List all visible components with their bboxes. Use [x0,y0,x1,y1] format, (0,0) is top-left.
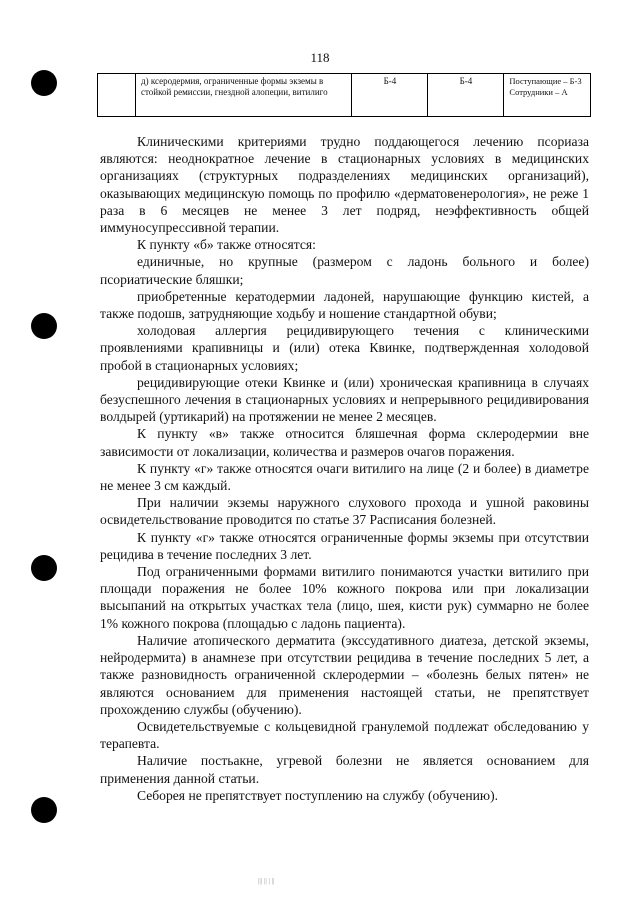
page-number: 118 [310,50,330,65]
binder-hole-2 [31,313,57,339]
paragraph: единичные, но крупные (размером с ладонь больного и более) псориатические бляшки; [100,254,589,287]
paragraph: Освидетельствуемые с кольцевидной гранулемой подлежат обследованию у терапевта. [100,718,589,752]
table-cell-category-3: Поступающие – Б-3 Сотрудники – А [504,74,591,117]
paragraph: Клиническими критериями трудно поддающегося лечению псориаза являются: неоднократное лечение в стационарных условиях в медицинских организациях (структурных подразделениях медицинских организаций), оказывающих медицинскую помощь по профилю «дерматовенерология», не реже 1 раза в 6 месяцев не менее 3 лет подряд, неэффективность общей иммуносупрессивной терапии. [100,134,589,236]
binder-hole-1 [31,70,57,96]
paragraph: рецидивирующие отеки Квинке и (или) хроническая крапивница в случаях безуспешного лечения в стационарных условиях и непрерывного рецидивирования волдырей (уртикарий) на протяжении не менее 2 месяцев. [100,374,589,425]
paragraph: К пункту «г» также относятся ограниченные формы экземы при отсутствии рецидива в течение последних 3 лет. [100,529,589,562]
scan-mark: ||| || | || [258,877,275,885]
paragraph: Наличие постьакне, угревой болезни не является основанием для применения данной статьи. [100,753,589,786]
paragraph: Под ограниченными формами витилиго понимаются участки витилиго при площади поражения не более 10% кожного покрова или при локализации высыпаний на открытых участках тела (лицо, шея, кисти рук) суммарно не более 1% кожного покрова (площадью с ладонь пациента). [100,564,589,631]
table-cell-category-1: Б-4 [352,74,428,117]
paragraph: К пункту «б» также относятся: [137,237,316,253]
table-cell-condition: д) ксеродермия, ограниченные формы экземы в стойкой ремиссии, гнездной алопеции, витилиго [136,74,352,117]
paragraph: При наличии экземы наружного слухового прохода и ушной раковины освидетельствование проводится по статье 37 Расписания болезней. [100,495,589,528]
table-row [98,74,591,117]
paragraph: К пункту «в» также относится бляшечная форма склеродермии вне зависимости от локализации, количества и размеров очагов поражения. [100,426,589,459]
paragraph: Себорея не препятствует поступлению на службу (обучению). [137,787,498,803]
article-body [100,133,589,804]
paragraph: К пункту «г» также относятся очаги витилиго на лице (2 и более) в диаметре не менее 3 см каждый. [100,460,589,494]
binder-hole-3 [31,555,57,581]
table-cell-category-2: Б-4 [428,74,504,117]
table-cell-empty [98,74,136,117]
paragraph: Наличие атопического дерматита (экссудативного диатеза, детской экземы, нейродермита) в анамнезе при отсутствии рецидива в течение последних 5 лет, а также разновидность ограниченной склеродермии – «болезнь белых пятен» не являются основанием для применения настоящей статьи, не препятствует прохождению службы (обучению). [100,632,589,717]
paragraph: холодовая аллергия рецидивирующего течения с клиническими проявлениями крапивницы и (или) отека Квинке, подтвержденная холодовой пробой в стационарных условиях; [100,323,589,373]
paragraph: приобретенные кератодермии ладоней, нарушающие функцию кистей, а также подошв, затрудняющие ходьбу и ношение стандартной обуви; [100,288,589,322]
disease-table [97,73,591,117]
binder-hole-4 [31,797,57,823]
